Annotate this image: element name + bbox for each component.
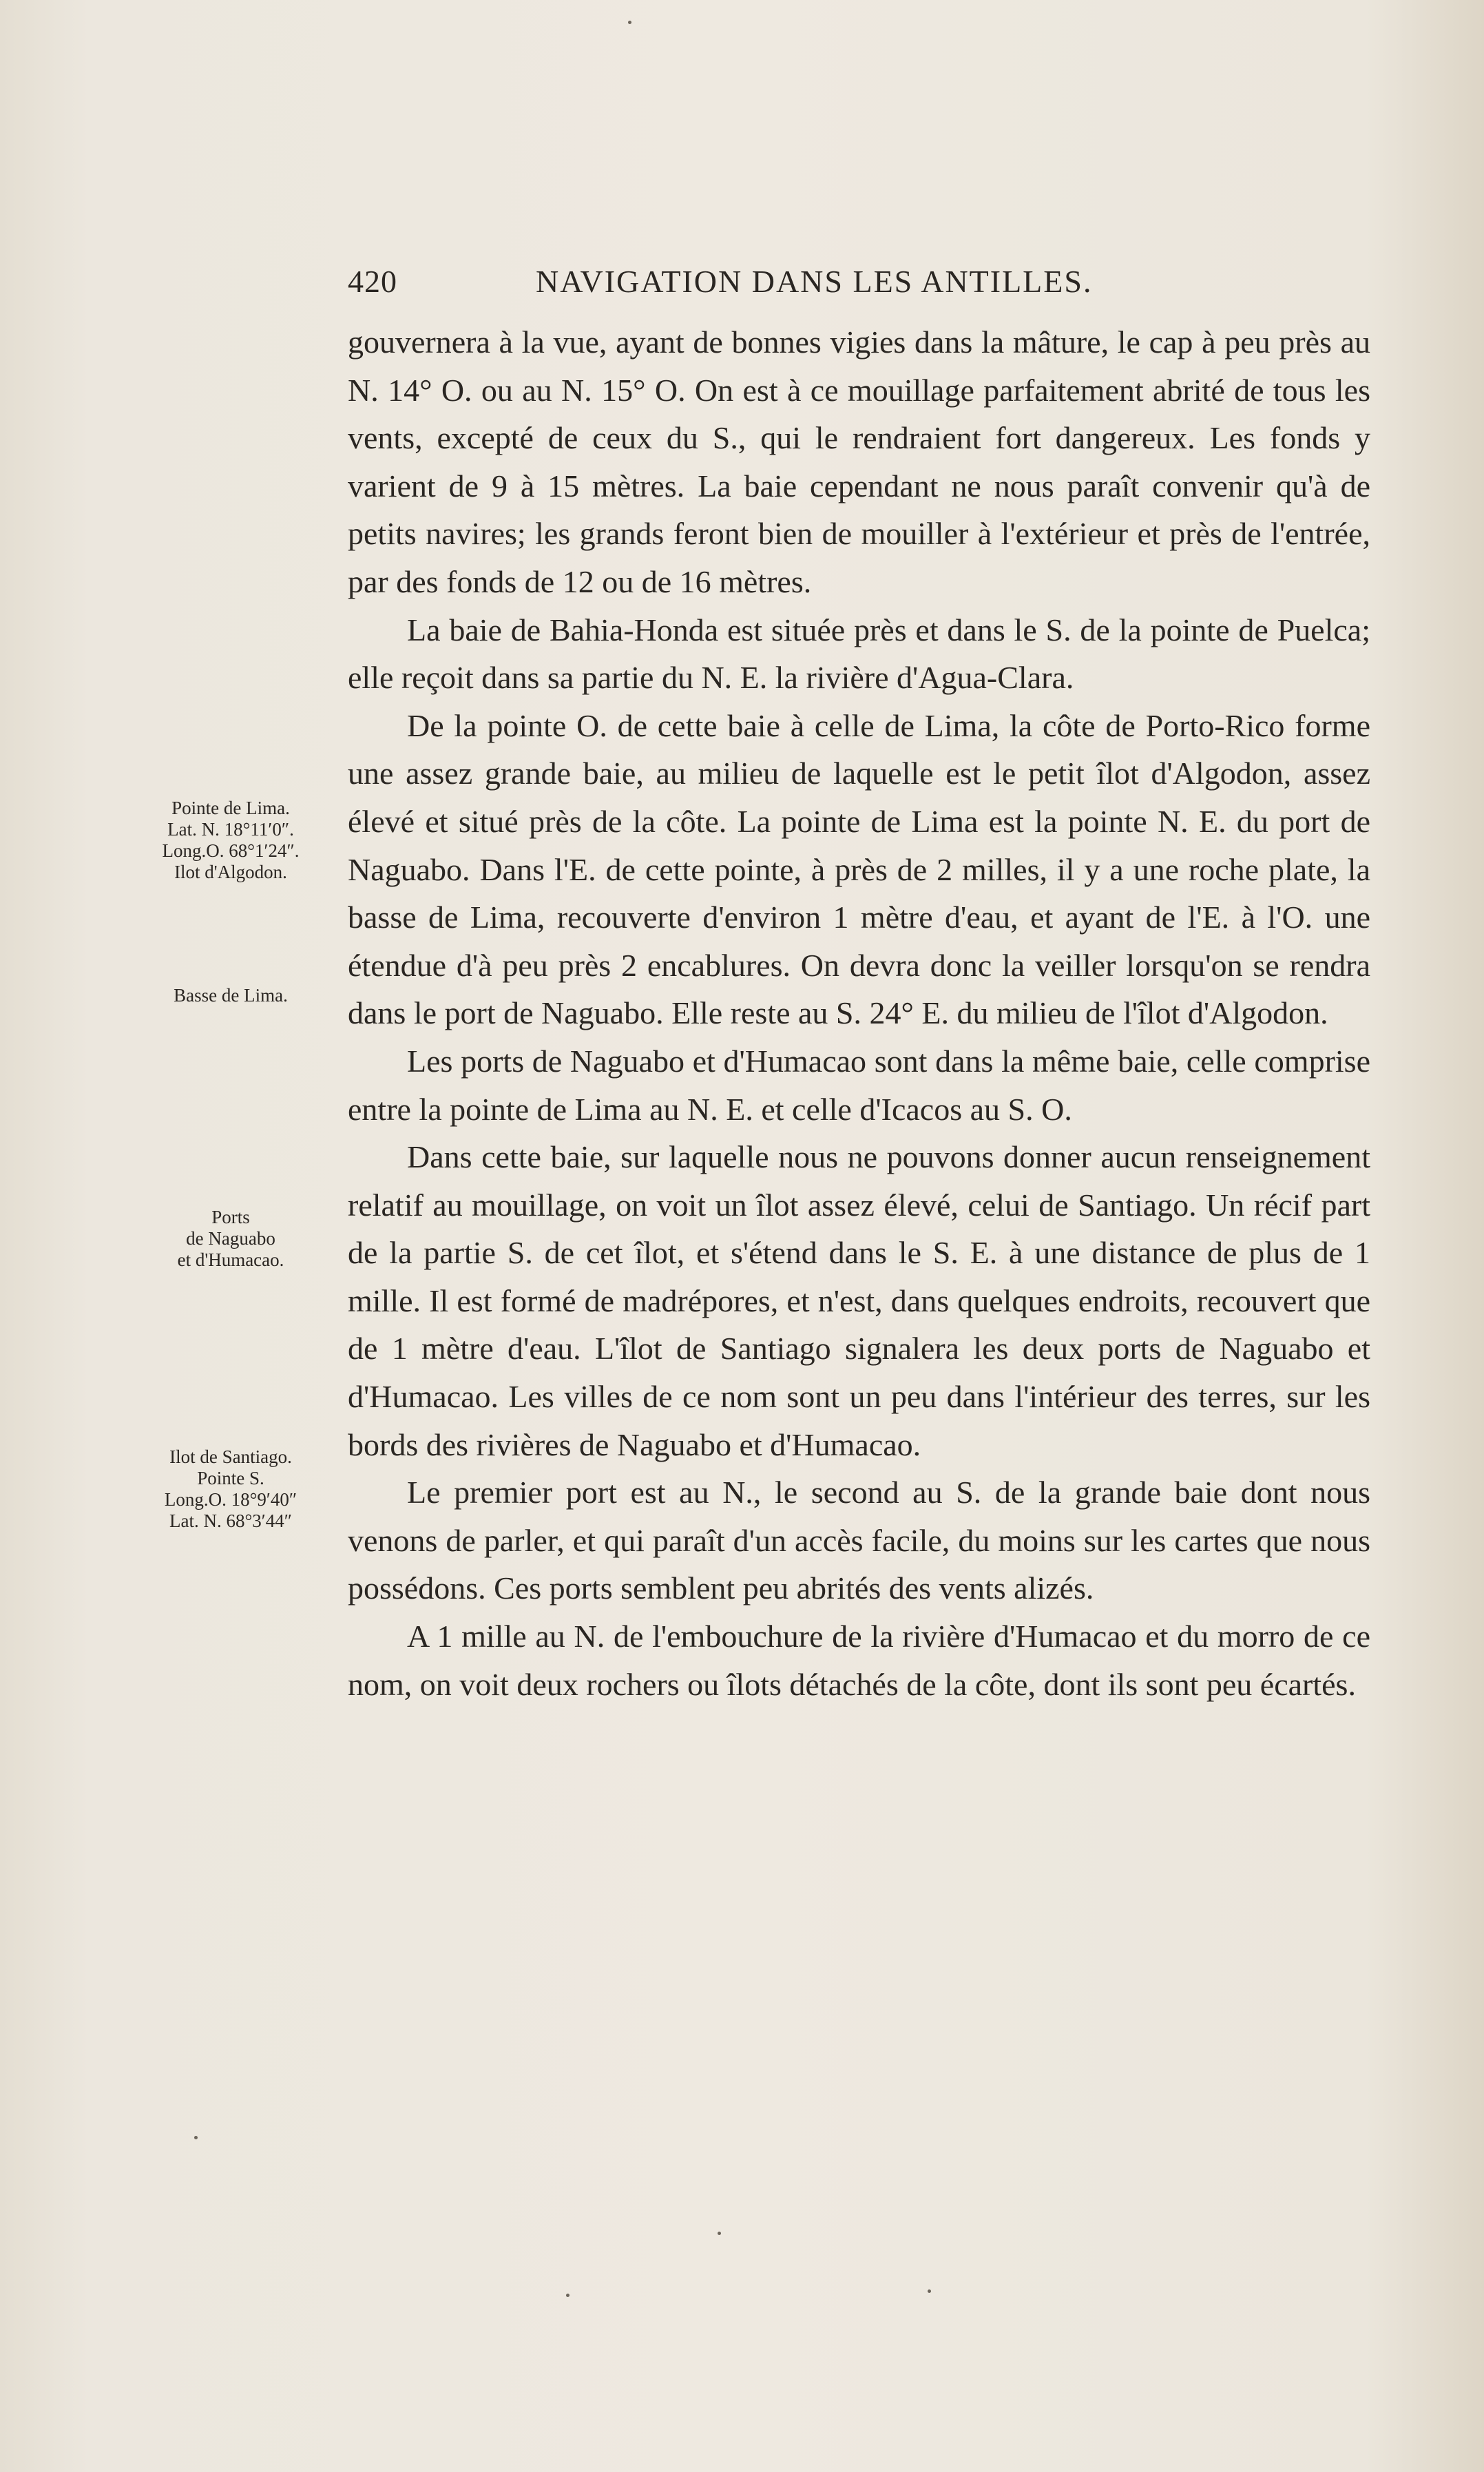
margin-note-line: de Naguabo [186,1228,275,1249]
body-text [348,318,1370,1708]
paper-speck [928,2289,931,2293]
running-title: NAVIGATION DANS LES ANTILLES. [536,264,1093,299]
margin-note-line: Basse de Lima. [174,985,288,1006]
paragraph-7: A 1 mille au N. de l'embouchure de la rivière d'Humacao et du morro de ce nom, on voit deux rochers ou îlots détachés de la côte, dont ils sont peu écartés. [348,1619,1370,1702]
margin-note-line: Pointe de Lima. [171,798,290,818]
margin-note-line: Ilot de Santiago. [169,1446,292,1467]
margin-note-line: Pointe S. [197,1468,264,1488]
paragraph-4: Les ports de Naguabo et d'Humacao sont dans la même baie, celle comprise entre la pointe de Lima au N. E. et celle d'Icacos au S. O. [348,1043,1370,1127]
margin-note-ports [124,1207,337,1271]
margin-note-line: et d'Humacao. [177,1249,284,1270]
margin-note-pointe-de-lima [124,798,337,883]
paper-speck [566,2294,569,2297]
margin-note-line: Ports [211,1207,250,1227]
margin-note-line: Ilot d'Algodon. [174,862,287,882]
paragraph-2: La baie de Bahia-Honda est située près et dans le S. de la pointe de Puelca; elle reçoit dans sa partie du N. E. la rivière d'Agua-Clara. [348,612,1370,696]
margin-note-line: Long.O. 68°1′24″. [162,840,300,861]
paper-speck [718,2232,721,2235]
running-head [0,263,1484,304]
paragraph-3: De la pointe O. de cette baie à celle de Lima, la côte de Porto-Rico forme une assez grande baie, au milieu de laquelle est le petit îlot d'Algodon, assez élevé et situé près de la côte. La pointe de Lima est la pointe N. E. du port de Naguabo. Dans l'E. de cette pointe, à près de 2 milles, il y a une roche plate, la basse de Lima, recouverte d'environ 1 mètre d'eau, et ayant de l'E. à l'O. une étendue d'à peu près 2 encablures. On devra donc la veiller lorsqu'on se rendra dans le port de Naguabo. Elle reste au S. 24° E. du milieu de l'îlot d'Algodon. [348,707,1370,1031]
margin-note-line: Long.O. 18°9′40″ [164,1489,297,1510]
margin-note-line: Lat. N. 68°3′44″ [169,1510,292,1531]
page-number: 420 [348,264,397,299]
paper-speck [194,2136,198,2139]
margin-note-ilot-de-santiago [124,1446,337,1532]
paragraph-6: Le premier port est au N., le second au S. de la grande baie dont nous venons de parler, et qui paraît d'un accès facile, du moins sur les cartes que nous possédons. Ces ports semblent peu abrités des vents alizés. [348,1475,1370,1606]
paragraph-1: gouvernera à la vue, ayant de bonnes vigies dans la mâture, le cap à peu près au N. 14° O. ou au N. 15° O. On est à ce mouillage parfaitement abrité de tous les vents, excepté de ceux du S., qui le rendraient fort dangereux. Les fonds y varient de 9 à 15 mètres. La baie cependant ne nous paraît convenir qu'à de petits navires; les grands feront bien de mouiller à l'extérieur et près de l'entrée, par des fonds de 12 ou de 16 mètres. [348,324,1370,599]
paragraph-5: Dans cette baie, sur laquelle nous ne pouvons donner aucun renseignement relatif au mouillage, on voit un îlot assez élevé, celui de Santiago. Un récif part de la partie S. de cet îlot, et s'étend dans le S. E. à une distance de plus de 1 mille. Il est formé de madrépores, et n'est, dans quelques endroits, recouvert que de 1 mètre d'eau. L'îlot de Santiago signalera les deux ports de Naguabo et d'Humacao. Les villes de ce nom sont un peu dans l'intérieur des terres, sur les bords des rivières de Naguabo et d'Humacao. [348,1139,1370,1462]
margin-note-basse-de-lima [124,985,337,1006]
paper-speck [628,21,631,24]
margin-note-line: Lat. N. 18°11′0″. [167,819,294,840]
